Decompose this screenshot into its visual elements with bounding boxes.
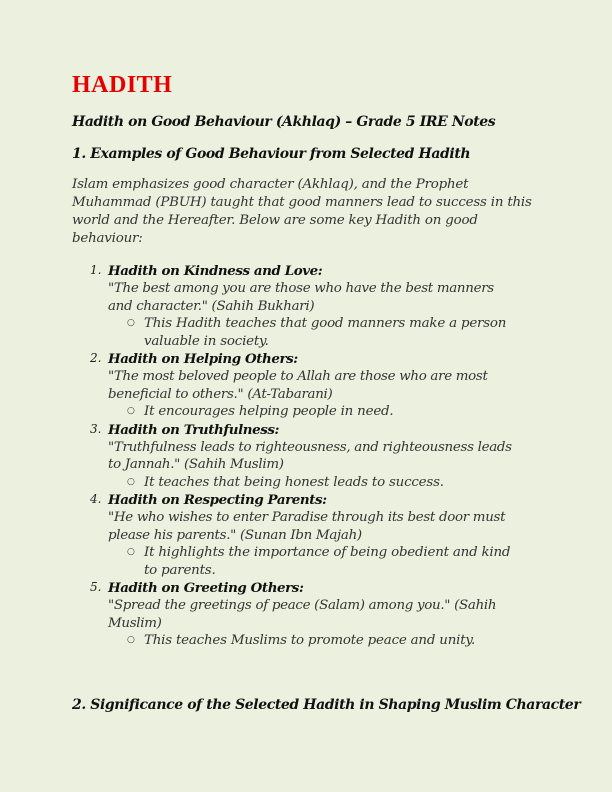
hollow-circle-bullet-icon: ○	[127, 547, 135, 557]
list-item	[72, 579, 542, 650]
item-note-text: It teaches that being honest leads to success.	[144, 474, 444, 490]
item-note-text: This Hadith teaches that good manners make a person valuable in society.	[144, 316, 507, 349]
item-number: 2.	[90, 351, 102, 365]
item-heading: Hadith on Kindness and Love:	[108, 263, 323, 279]
item-note	[108, 403, 542, 421]
item-note	[108, 315, 542, 350]
hollow-circle-bullet-icon: ○	[127, 406, 135, 416]
item-heading: Hadith on Helping Others:	[108, 351, 298, 367]
item-quote: "Truthfulness leads to righteousness, and righteousness leads to Jannah." (Sahih Muslim)	[108, 439, 512, 472]
list-item	[72, 421, 542, 492]
item-note-text: It highlights the importance of being obedient and kind to parents.	[144, 545, 511, 578]
item-quote: "Spread the greetings of peace (Salam) among you." (Sahih Muslim)	[108, 598, 497, 631]
hollow-circle-bullet-icon: ○	[127, 635, 135, 645]
hadith-list	[72, 262, 542, 650]
page-subtitle: Hadith on Good Behaviour (Akhlaq) – Grade 5 IRE Notes	[72, 114, 496, 130]
item-note-text: This teaches Muslims to promote peace and unity.	[144, 633, 476, 648]
hollow-circle-bullet-icon: ○	[127, 318, 135, 328]
intro-paragraph: Islam emphasizes good character (Akhlaq), and the Prophet Muhammad (PBUH) taught that good manners lead to success in this world and the Hereafter. Below are some key Hadith on good behaviour:	[72, 177, 532, 246]
item-heading: Hadith on Greeting Others:	[108, 580, 304, 596]
item-note	[108, 544, 542, 579]
item-quote: "The most beloved people to Allah are those who are most beneficial to others." (At-Tabarani)	[108, 369, 488, 402]
item-note-text: It encourages helping people in need.	[144, 404, 394, 419]
item-quote: "The best among you are those who have the best manners and character." (Sahih Bukhari)	[108, 281, 494, 314]
item-heading: Hadith on Respecting Parents:	[108, 492, 327, 508]
hollow-circle-bullet-icon: ○	[127, 476, 135, 487]
section-1-heading: 1. Examples of Good Behaviour from Selected Hadith	[72, 146, 471, 162]
list-item	[72, 350, 542, 421]
item-number: 4.	[90, 492, 102, 506]
item-number: 1.	[90, 263, 102, 277]
item-number: 3.	[90, 421, 102, 436]
item-quote: "He who wishes to enter Paradise through its best door must please his parents." (Sunan Ibn Majah)	[108, 510, 506, 543]
list-item	[72, 491, 542, 579]
list-item	[72, 262, 542, 350]
item-note	[108, 632, 542, 650]
section-2-heading: 2. Significance of the Selected Hadith in Shaping Muslim Character	[72, 697, 581, 713]
item-note	[108, 474, 542, 492]
item-number: 5.	[90, 580, 102, 594]
item-heading: Hadith on Truthfulness:	[108, 421, 280, 438]
page-title: HADITH	[72, 72, 173, 98]
